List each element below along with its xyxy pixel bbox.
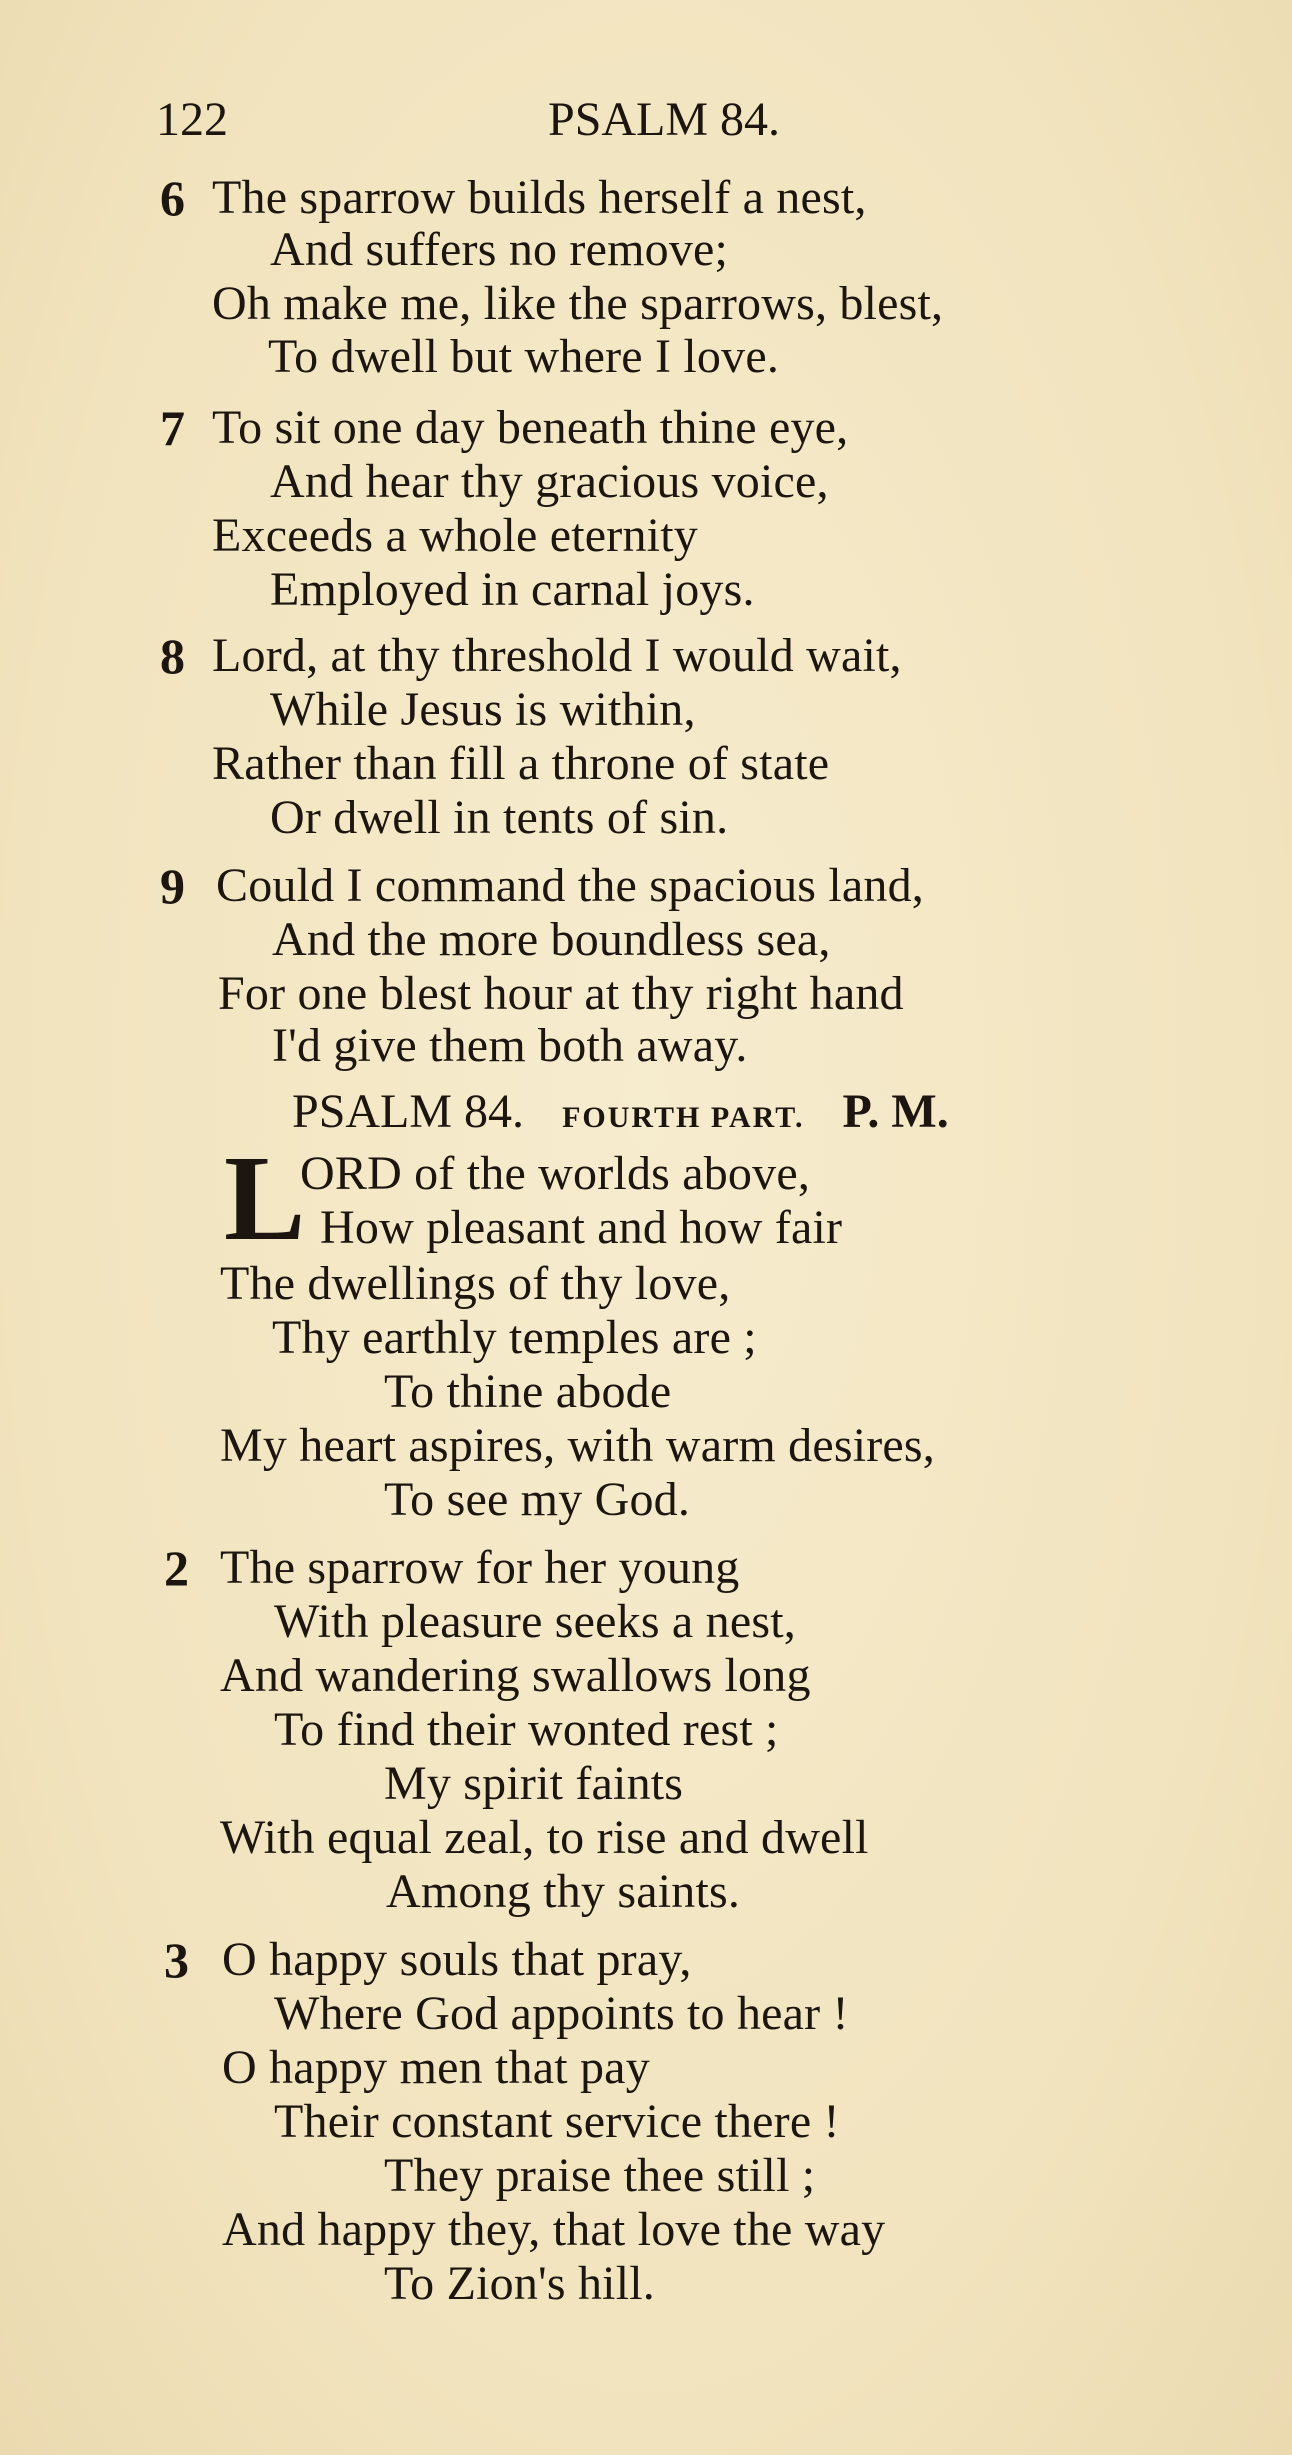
stanza-number: 2: [164, 1540, 189, 1596]
verse-line: To thine abode: [384, 1365, 672, 1418]
verse-line: My spirit faints: [384, 1757, 684, 1810]
verse-line: Their constant service there !: [274, 2095, 840, 2148]
verse-line: I'd give them both away.: [272, 1019, 748, 1072]
verse-line: And happy they, that love the way: [222, 2203, 886, 2256]
verse-line: How pleasant and how fair: [320, 1201, 843, 1254]
verse-line: And suffers no remove;: [270, 223, 729, 276]
stanza-number: 8: [160, 628, 185, 684]
verse-line: To see my God.: [384, 1473, 691, 1526]
drop-cap: L: [224, 1131, 306, 1266]
verse-line: Rather than fill a throne of state: [212, 737, 830, 790]
section-title: PSALM 84.: [292, 1085, 525, 1138]
verse-line: Or dwell in tents of sin.: [270, 791, 729, 844]
verse-line: The sparrow for her young: [220, 1541, 740, 1594]
stanza-number: 3: [164, 1932, 189, 1988]
verse-line: Among thy saints.: [386, 1865, 741, 1918]
verse-line: O happy men that pay: [222, 2041, 650, 2094]
verse-line: Could I command the spacious land,: [216, 859, 925, 912]
verse-line: And the more boundless sea,: [272, 913, 831, 966]
section-heading: [292, 1084, 949, 1146]
verse-line: To sit one day beneath thine eye,: [212, 401, 849, 454]
section-meter: P. M.: [842, 1085, 949, 1138]
verse-line: Employed in carnal joys.: [270, 563, 755, 616]
verse-line: For one blest hour at thy right hand: [218, 967, 904, 1020]
verse-line: They praise thee still ;: [384, 2149, 816, 2202]
verse-line: Oh make me, like the sparrows, blest,: [212, 277, 944, 330]
verse-line: My heart aspires, with warm desires,: [220, 1419, 936, 1472]
verse-line: And hear thy gracious voice,: [270, 455, 829, 508]
stanza-number: 7: [160, 400, 185, 456]
verse-line: To Zion's hill.: [384, 2257, 655, 2310]
running-title: PSALM 84.: [548, 93, 781, 146]
verse-line: The sparrow builds herself a nest,: [212, 171, 867, 224]
page-number: 122: [156, 93, 228, 146]
section-part: FOURTH PART.: [562, 1101, 805, 1134]
stanza-number: 9: [160, 858, 185, 914]
verse-line: The dwellings of thy love,: [220, 1257, 731, 1310]
verse-line: With equal zeal, to rise and dwell: [220, 1811, 869, 1864]
verse-line: Lord, at thy threshold I would wait,: [212, 629, 902, 682]
verse-line: ORD of the worlds above,: [300, 1147, 811, 1200]
verse-line: Exceeds a whole eternity: [212, 509, 698, 562]
verse-line: O happy souls that pray,: [222, 1933, 692, 1986]
verse-line: With pleasure seeks a nest,: [274, 1595, 796, 1648]
verse-line: While Jesus is within,: [270, 683, 696, 736]
verse-line: Thy earthly temples are ;: [272, 1311, 757, 1364]
verse-line: To dwell but where I love.: [268, 330, 780, 383]
stanza-number: 6: [160, 170, 185, 226]
verse-line: And wandering swallows long: [220, 1649, 811, 1702]
verse-line: To find their wonted rest ;: [274, 1703, 779, 1756]
verse-line: Where God appoints to hear !: [274, 1987, 849, 2040]
